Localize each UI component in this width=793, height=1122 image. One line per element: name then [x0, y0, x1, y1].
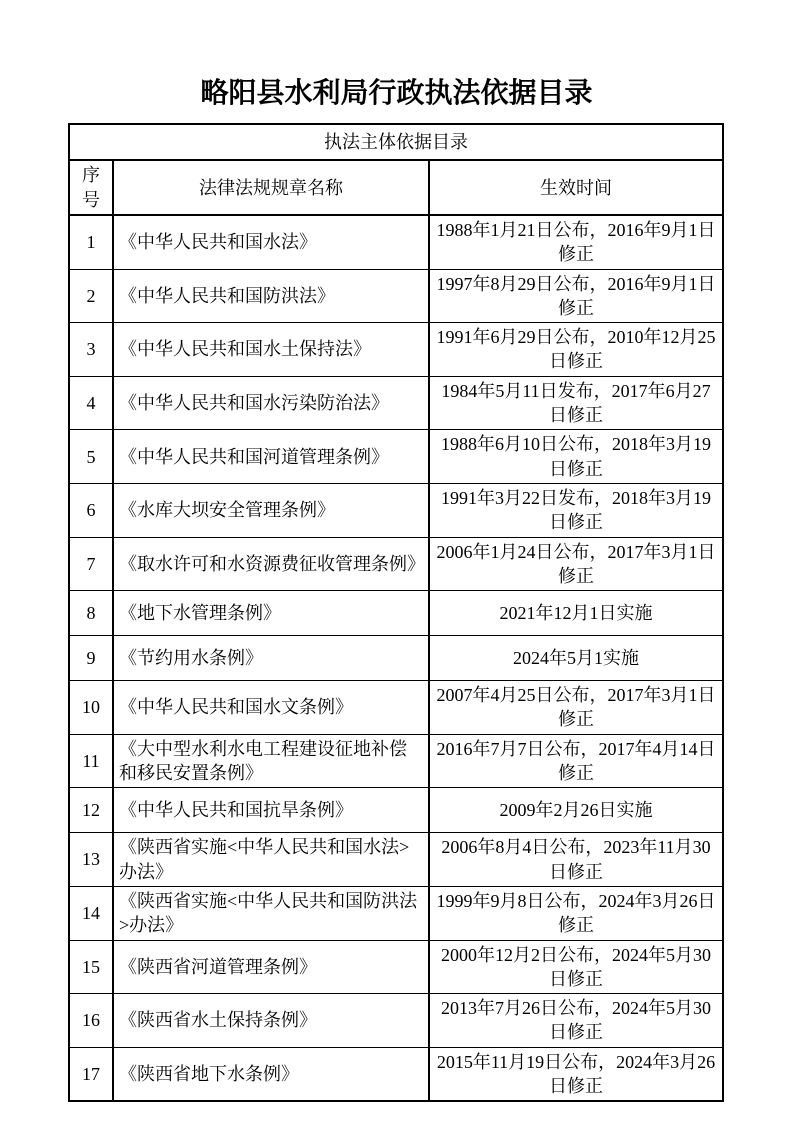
table-row: [69, 591, 723, 636]
serial-number-cell: 8: [69, 591, 113, 636]
table-row: [69, 681, 723, 735]
effective-date-cell: 2006年8月4日公布，2023年11月30日修正: [429, 833, 723, 887]
law-name-cell: 《陕西省河道管理条例》: [113, 940, 429, 994]
column-header-law-name: 法律法规规章名称: [113, 160, 429, 215]
law-name-cell: 《陕西省水土保持条例》: [113, 994, 429, 1048]
law-name-cell: 《中华人民共和国河道管理条例》: [113, 430, 429, 484]
serial-number-cell: 5: [69, 430, 113, 484]
law-name-cell: 《中华人民共和国水污染防治法》: [113, 376, 429, 430]
effective-date-cell: 2006年1月24日公布，2017年3月1日修正: [429, 537, 723, 591]
law-name-cell: 《地下水管理条例》: [113, 591, 429, 636]
table-subtitle: 执法主体依据目录: [69, 124, 723, 160]
serial-number-cell: 4: [69, 376, 113, 430]
table-body: [69, 215, 723, 1101]
serial-number-cell: 15: [69, 940, 113, 994]
serial-number-cell: 14: [69, 886, 113, 940]
table-row: [69, 994, 723, 1048]
effective-date-cell: 2000年12月2日公布，2024年5月30日修正: [429, 940, 723, 994]
header-row: [69, 160, 723, 215]
serial-number-cell: 10: [69, 681, 113, 735]
table-row: [69, 1047, 723, 1101]
effective-date-cell: 1988年6月10日公布，2018年3月19日修正: [429, 430, 723, 484]
table-row: [69, 483, 723, 537]
table-row: [69, 886, 723, 940]
column-header-serial-number: 序号: [69, 160, 113, 215]
table-row: [69, 636, 723, 681]
effective-date-cell: 1997年8月29日公布，2016年9月1日修正: [429, 269, 723, 323]
effective-date-cell: 2021年12月1日实施: [429, 591, 723, 636]
serial-number-cell: 1: [69, 215, 113, 269]
table-row: [69, 537, 723, 591]
effective-date-cell: 1988年1月21日公布，2016年9月1日修正: [429, 215, 723, 269]
table-row: [69, 323, 723, 377]
serial-number-cell: 11: [69, 734, 113, 788]
law-name-cell: 《中华人民共和国水土保持法》: [113, 323, 429, 377]
effective-date-cell: 1984年5月11日发布，2017年6月27日修正: [429, 376, 723, 430]
table-row: [69, 269, 723, 323]
serial-number-cell: 2: [69, 269, 113, 323]
effective-date-cell: 2007年4月25日公布，2017年3月1日修正: [429, 681, 723, 735]
serial-number-cell: 6: [69, 483, 113, 537]
effective-date-cell: 2024年5月1实施: [429, 636, 723, 681]
effective-date-cell: 1999年9月8日公布，2024年3月26日修正: [429, 886, 723, 940]
table-row: [69, 430, 723, 484]
law-name-cell: 《大中型水利水电工程建设征地补偿和移民安置条例》: [113, 734, 429, 788]
serial-number-cell: 12: [69, 788, 113, 833]
serial-number-cell: 16: [69, 994, 113, 1048]
effective-date-cell: 1991年6月29日公布，2010年12月25日修正: [429, 323, 723, 377]
table-row: [69, 833, 723, 887]
effective-date-cell: 2009年2月26日实施: [429, 788, 723, 833]
law-name-cell: 《水库大坝安全管理条例》: [113, 483, 429, 537]
serial-number-cell: 7: [69, 537, 113, 591]
column-header-effective-date: 生效时间: [429, 160, 723, 215]
law-name-cell: 《陕西省实施<中华人民共和国水法>办法》: [113, 833, 429, 887]
law-name-cell: 《取水许可和水资源费征收管理条例》: [113, 537, 429, 591]
table-row: [69, 788, 723, 833]
table-row: [69, 734, 723, 788]
law-name-cell: 《中华人民共和国水法》: [113, 215, 429, 269]
serial-number-cell: 17: [69, 1047, 113, 1101]
effective-date-cell: 2015年11月19日公布，2024年3月26日修正: [429, 1047, 723, 1101]
effective-date-cell: 1991年3月22日发布，2018年3月19日修正: [429, 483, 723, 537]
law-directory-table: [68, 123, 724, 1102]
law-name-cell: 《中华人民共和国防洪法》: [113, 269, 429, 323]
law-name-cell: 《陕西省实施<中华人民共和国防洪法>办法》: [113, 886, 429, 940]
serial-number-cell: 13: [69, 833, 113, 887]
law-name-cell: 《节约用水条例》: [113, 636, 429, 681]
table-row: [69, 940, 723, 994]
law-name-cell: 《中华人民共和国抗旱条例》: [113, 788, 429, 833]
effective-date-cell: 2013年7月26日公布，2024年5月30日修正: [429, 994, 723, 1048]
serial-number-cell: 9: [69, 636, 113, 681]
law-name-cell: 《陕西省地下水条例》: [113, 1047, 429, 1101]
effective-date-cell: 2016年7月7日公布，2017年4月14日修正: [429, 734, 723, 788]
table-row: [69, 376, 723, 430]
serial-number-cell: 3: [69, 323, 113, 377]
law-name-cell: 《中华人民共和国水文条例》: [113, 681, 429, 735]
page-title: 略阳县水利局行政执法依据目录: [200, 78, 593, 109]
subtitle-row: [69, 124, 723, 160]
table-row: [69, 215, 723, 269]
